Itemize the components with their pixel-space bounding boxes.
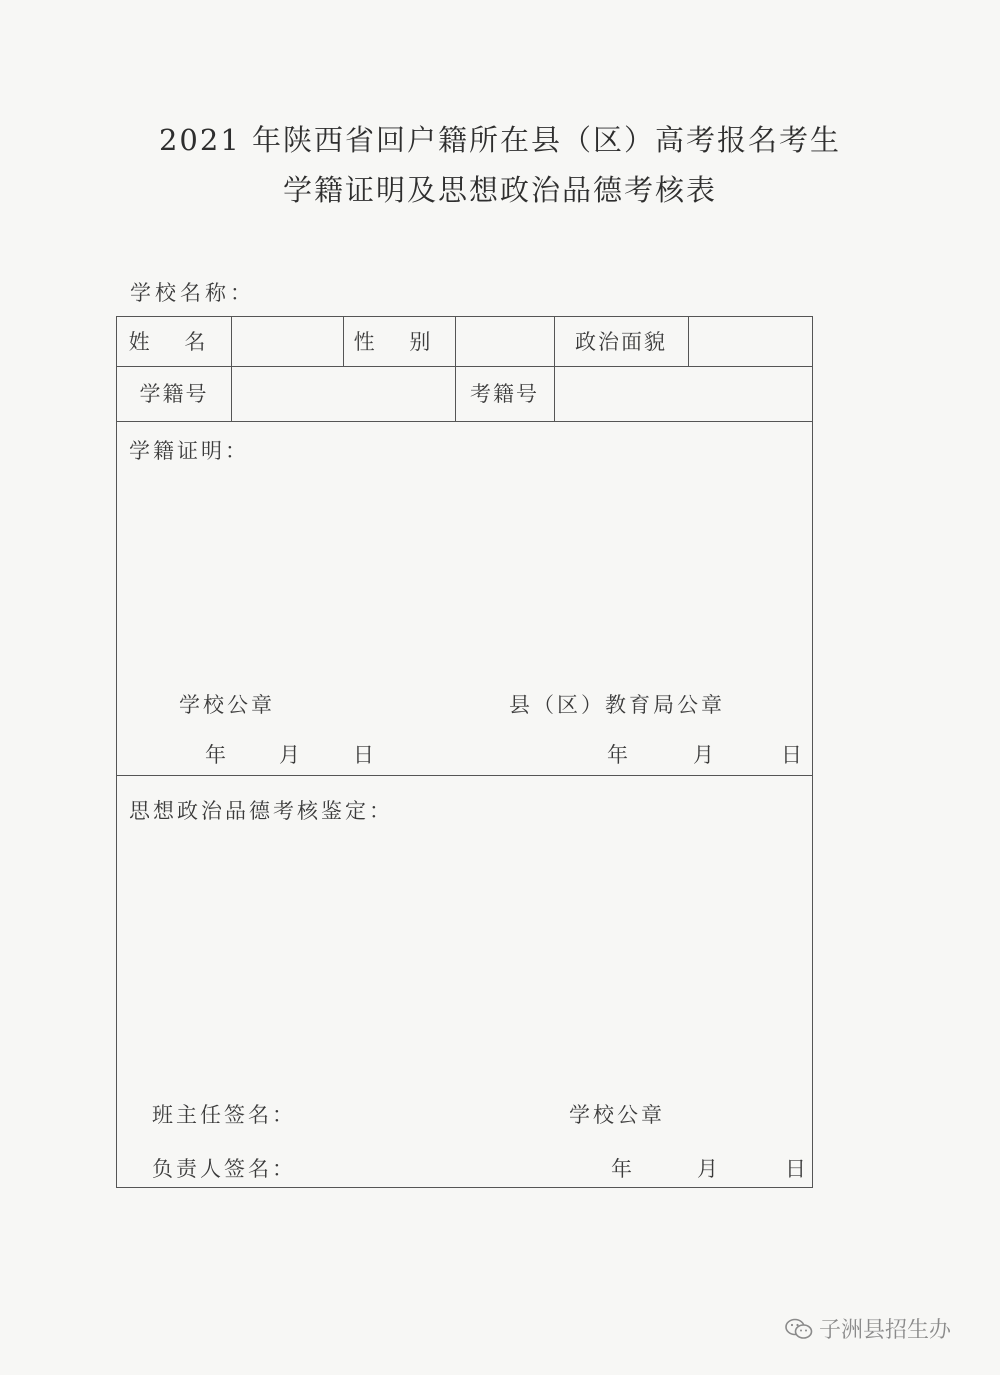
date-year: 年 [611, 1157, 635, 1181]
gender-label: 性 别 [353, 330, 445, 354]
name-field[interactable] [232, 317, 342, 365]
leader-signature-label: 负责人签名： [152, 1157, 296, 1181]
county-education-seal-label: 县（区）教育局公章 [509, 693, 725, 717]
moral-assessment-label: 思想政治品德考核鉴定： [129, 799, 393, 823]
exam-id-field[interactable] [555, 367, 811, 420]
political-status-field[interactable] [689, 317, 811, 365]
assessment-form-table [116, 316, 813, 1188]
student-id-label: 学籍号 [139, 382, 209, 406]
wechat-icon [785, 1318, 813, 1340]
student-id-field[interactable] [232, 367, 454, 420]
school-seal-label: 学校公章 [179, 693, 275, 717]
moral-assessment-area[interactable] [127, 829, 802, 1089]
enrollment-certificate-area[interactable] [127, 467, 802, 687]
row-divider [117, 421, 812, 422]
date-year: 年 [607, 743, 631, 767]
enrollment-certificate-label: 学籍证明： [129, 439, 249, 463]
date-day: 日 [781, 743, 805, 767]
form-title-line2: 学籍证明及思想政治品德考核表 [282, 173, 717, 207]
exam-id-label: 考籍号 [470, 382, 539, 406]
school-name-label: 学校名称： [130, 281, 255, 305]
name-label: 姓 名 [128, 330, 220, 354]
head-teacher-signature-label: 班主任签名： [152, 1103, 296, 1127]
date-month: 月 [697, 1157, 721, 1181]
date-month: 月 [693, 743, 717, 767]
date-month: 月 [279, 743, 303, 767]
gender-field[interactable] [456, 317, 553, 365]
watermark [785, 1313, 951, 1344]
date-year: 年 [205, 743, 229, 767]
political-status-label: 政治面貌 [575, 330, 667, 354]
form-title-line1: 2021 年陕西省回户籍所在县（区）高考报名考生 [158, 123, 842, 157]
date-day: 日 [785, 1157, 809, 1181]
watermark-text: 子洲县招生办 [819, 1318, 952, 1343]
date-day: 日 [353, 743, 377, 767]
school-seal-label: 学校公章 [569, 1103, 665, 1127]
section-divider [117, 775, 812, 776]
